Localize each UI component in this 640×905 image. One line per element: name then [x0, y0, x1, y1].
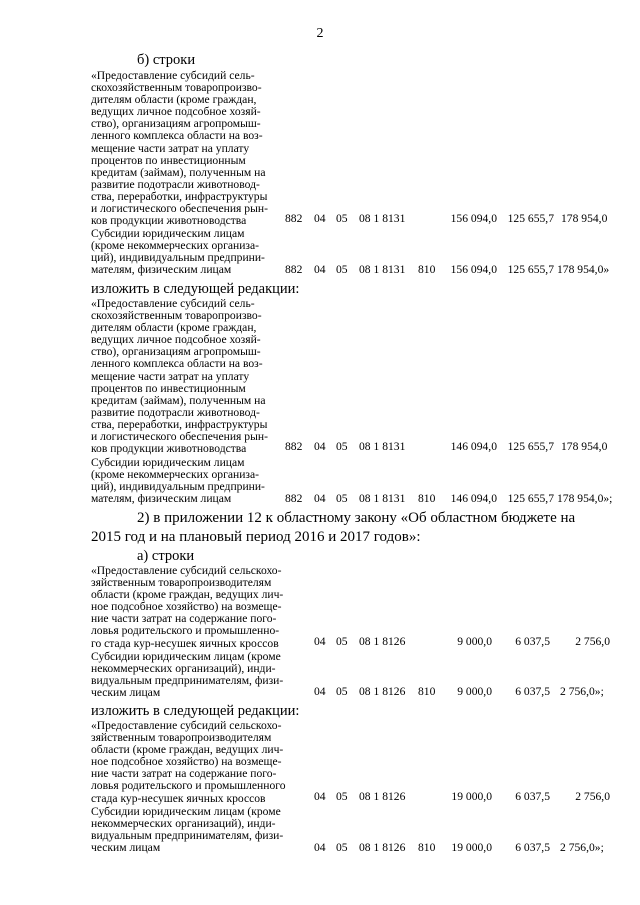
cell-csr: 08 1 8131: [359, 263, 406, 276]
cell-vr: 810: [418, 263, 436, 276]
cell-2016: 125 655,7: [507, 440, 554, 453]
section-a-heading: а) строки: [137, 548, 195, 564]
cell-2016: 125 655,7: [507, 263, 554, 276]
cell-2016: 6 037,5: [515, 841, 550, 854]
cell-rz: 04: [314, 685, 326, 698]
cell-2015: 19 000,0: [451, 790, 492, 803]
cell-2016: 125 655,7: [507, 212, 554, 225]
cell-2015: 146 094,0: [450, 492, 497, 505]
cell-rz: 04: [314, 440, 326, 453]
cell-rz: 04: [314, 263, 326, 276]
cell-csr: 08 1 8126: [359, 685, 406, 698]
row-description: Субсидии юридическим лицам (кроме некоммерческих организаций), инди- видуальным предпринимателям, физи- ческим лицам: [91, 805, 284, 855]
cell-2015: 9 000,0: [457, 685, 492, 698]
cell-rz: 04: [314, 635, 326, 648]
cell-2017: 178 954,0»: [557, 263, 610, 276]
row-description: Субсидии юридическим лицам (кроме некоммерческих организаций), инди- видуальным предпринимателям, физи- ческим лицам: [91, 650, 284, 700]
cell-2015: 156 094,0: [450, 212, 497, 225]
cell-2017: 2 756,0: [575, 635, 610, 648]
cell-2015: 146 094,0: [450, 440, 497, 453]
row-description: Субсидии юридическим лицам (кроме некоммерческих организа- ций), индивидуальным предприни- мателям, физическим лицам: [91, 456, 265, 506]
replace-heading: изложить в следующей редакции:: [91, 703, 300, 719]
row-description: Субсидии юридическим лицам (кроме некоммерческих организа- ций), индивидуальным предприни- мателям, физическим лицам: [91, 227, 265, 277]
cell-ved: 882: [285, 212, 303, 225]
cell-vr: 810: [418, 492, 436, 505]
cell-csr: 08 1 8126: [359, 790, 406, 803]
cell-2017: 2 756,0»;: [560, 685, 604, 698]
cell-2017: 178 954,0: [561, 212, 608, 225]
cell-rz: 04: [314, 790, 326, 803]
cell-ved: 882: [285, 492, 303, 505]
cell-2017: 2 756,0: [575, 790, 610, 803]
replace-heading: изложить в следующей редакции:: [91, 281, 300, 297]
cell-rz: 04: [314, 212, 326, 225]
cell-pr: 05: [336, 440, 348, 453]
row-description: «Предоставление субсидий сельскохо- зяйственным товаропроизводителям области (кроме граждан, ведущих лич- ное подсобное хозяйство) на возмеще- ние части затрат на содержание пого- ловья родительского и промышленного стада кур-несушек яичных кроссов: [91, 719, 286, 805]
item-2-line1: 2) в приложении 12 к областному закону «Об областном бюджете на: [137, 510, 576, 526]
item-2-line2: 2015 год и на плановый период 2016 и 2017 годов»:: [91, 529, 421, 545]
page-number: 2: [316, 26, 324, 41]
cell-2017: 2 756,0»;: [560, 841, 604, 854]
cell-csr: 08 1 8131: [359, 440, 406, 453]
row-description: «Предоставление субсидий сель- скохозяйственным товаропроизво- дителям области (кроме граждан, ведущих личное подсобное хозяй- ство), организациям агропромыш- ленного комплекса области на воз- мещение части затрат на уплату процентов по инвестиционным кредитам (займам), полученным на развитие подотрасли животновод- ства, переработки, инфраструктуры и логистического обеспечения рын- ков продукции животноводства: [91, 69, 268, 228]
cell-vr: 810: [418, 841, 436, 854]
cell-rz: 04: [314, 492, 326, 505]
cell-ved: 882: [285, 440, 303, 453]
cell-2017: 178 954,0: [561, 440, 608, 453]
cell-2015: 156 094,0: [450, 263, 497, 276]
cell-pr: 05: [336, 841, 348, 854]
cell-2016: 125 655,7: [507, 492, 554, 505]
cell-2015: 19 000,0: [451, 841, 492, 854]
cell-pr: 05: [336, 492, 348, 505]
cell-rz: 04: [314, 841, 326, 854]
row-description: «Предоставление субсидий сель- скохозяйственным товаропроизво- дителям области (кроме граждан, ведущих личное подсобное хозяй- ство), организациям агропромыш- ленного комплекса области на воз- мещение части затрат на уплату процентов по инвестиционным кредитам (займам), полученным на развитие подотрасли животновод- ства, переработки, инфраструктуры и логистического обеспечения рын- ков продукции животноводства: [91, 297, 268, 456]
cell-2015: 9 000,0: [457, 635, 492, 648]
cell-ved: 882: [285, 263, 303, 276]
cell-2017: 178 954,0»;: [557, 492, 613, 505]
cell-csr: 08 1 8131: [359, 212, 406, 225]
cell-2016: 6 037,5: [515, 790, 550, 803]
cell-vr: 810: [418, 685, 436, 698]
cell-2016: 6 037,5: [515, 685, 550, 698]
row-description: «Предоставление субсидий сельскохо- зяйственным товаропроизводителям области (кроме граждан, ведущих лич- ное подсобное хозяйство) на возмеще- ние части затрат на содержание пого- ловья родительского и промышленно- го стада кур-несушек яичных кроссов: [91, 564, 284, 650]
section-b-heading: б) строки: [137, 52, 196, 68]
cell-2016: 6 037,5: [515, 635, 550, 648]
cell-pr: 05: [336, 263, 348, 276]
cell-csr: 08 1 8126: [359, 635, 406, 648]
cell-pr: 05: [336, 790, 348, 803]
cell-csr: 08 1 8131: [359, 492, 406, 505]
cell-csr: 08 1 8126: [359, 841, 406, 854]
cell-pr: 05: [336, 635, 348, 648]
cell-pr: 05: [336, 212, 348, 225]
cell-pr: 05: [336, 685, 348, 698]
